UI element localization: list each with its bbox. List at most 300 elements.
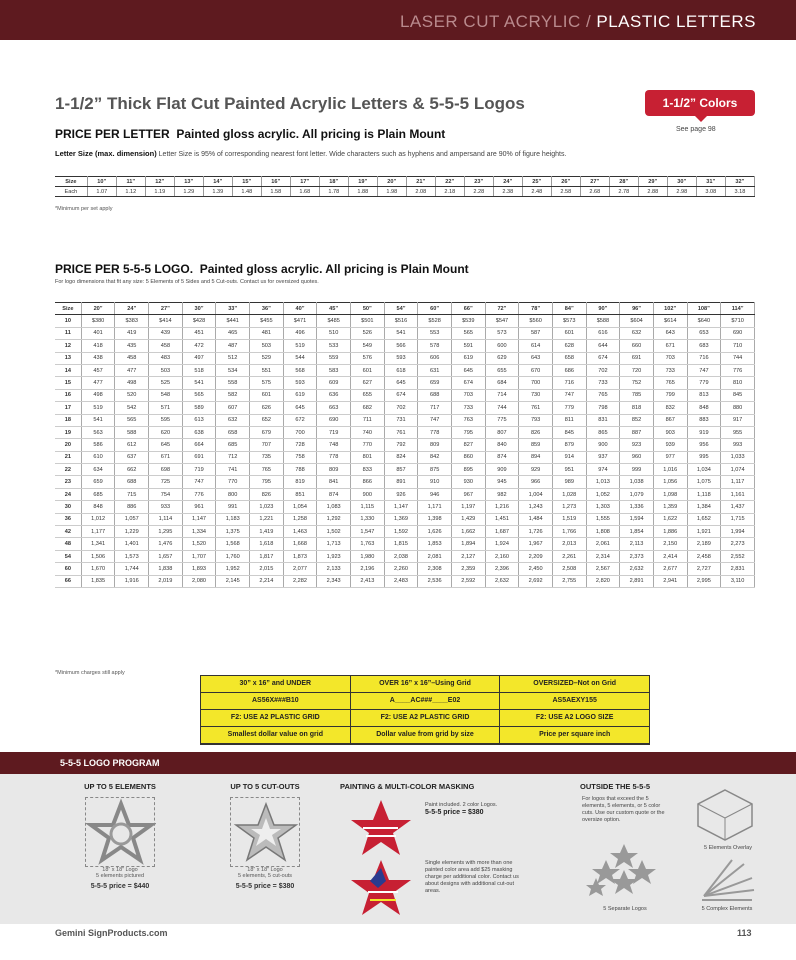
- table-cell: $380: [81, 315, 115, 327]
- table-row: [55, 526, 755, 538]
- table-cell: 1,760: [216, 550, 250, 562]
- table-cell: 419: [115, 327, 149, 339]
- table-cell: 833: [351, 464, 385, 476]
- table-cell: 848: [81, 501, 115, 513]
- sku-cell: OVER 16” x 16”–Using Grid: [351, 676, 501, 692]
- table-cell: 795: [451, 426, 485, 438]
- table-header-cell: 114”: [721, 303, 755, 315]
- table-row: [55, 439, 755, 451]
- table-cell: 498: [115, 377, 149, 389]
- table-cell: 1,216: [485, 501, 519, 513]
- table-cell: 664: [182, 439, 216, 451]
- table-row: [55, 377, 755, 389]
- table-header-cell: 84”: [552, 303, 586, 315]
- table-cell: 418: [81, 340, 115, 352]
- table-cell: 1,484: [519, 513, 553, 525]
- table-cell: $414: [149, 315, 183, 327]
- table-cell: 818: [620, 402, 654, 414]
- table-cell: 763: [451, 414, 485, 426]
- table-cell: 1,994: [721, 526, 755, 538]
- red-star-icon: [348, 798, 414, 858]
- table-cell: 1,330: [351, 513, 385, 525]
- table-cell: 1,083: [317, 501, 351, 513]
- table-cell: 1,147: [384, 501, 418, 513]
- table-cell: 1,384: [687, 501, 721, 513]
- table-cell: 2,061: [586, 538, 620, 550]
- table-cell: 761: [384, 426, 418, 438]
- table-header-cell: 23”: [464, 177, 493, 187]
- table-header-cell: 30”: [667, 177, 696, 187]
- table-cell: 525: [149, 377, 183, 389]
- table-cell: 1,519: [552, 513, 586, 525]
- table-cell: 731: [384, 414, 418, 426]
- table-cell: 740: [351, 426, 385, 438]
- table-cell: 660: [620, 340, 654, 352]
- table-cell: 991: [216, 501, 250, 513]
- table-cell: 2,373: [620, 550, 654, 562]
- table-cell: 658: [552, 352, 586, 364]
- logo-note: For logo dimensions that fit any size: 5 Elements of 5 Sides and 5 Cut-outs. Contact us for oversized quotes.: [55, 279, 319, 285]
- table-cell: 792: [384, 439, 418, 451]
- table-cell: 831: [586, 414, 620, 426]
- table-header-cell: 13”: [174, 177, 203, 187]
- table-cell: 1,817: [250, 550, 284, 562]
- table-cell: 565: [451, 327, 485, 339]
- table-cell: $604: [620, 315, 654, 327]
- cutouts-column: UP TO 5 CUT-OUTS 18” x 18” Logo 5 elements, 5 cut-outs 5-5-5 price = $380: [230, 782, 300, 890]
- table-cell: 778: [317, 451, 351, 463]
- table-cell: 518: [182, 364, 216, 376]
- table-cell: 1,161: [721, 488, 755, 500]
- table-cell: 619: [451, 352, 485, 364]
- table-cell: 1,336: [620, 501, 654, 513]
- table-cell: 609: [317, 377, 351, 389]
- table-cell: 691: [620, 352, 654, 364]
- table-cell: 752: [620, 377, 654, 389]
- table-cell: 894: [519, 451, 553, 463]
- table-cell: 937: [586, 451, 620, 463]
- table-cell: 827: [451, 439, 485, 451]
- table-header-cell: 26”: [551, 177, 580, 187]
- sku-row: [201, 727, 649, 744]
- table-cell: 563: [81, 426, 115, 438]
- colors-badge[interactable]: 1-1/2” Colors: [645, 90, 755, 116]
- table-header-cell: Size: [55, 177, 87, 187]
- table-cell: 974: [586, 464, 620, 476]
- table-cell: 451: [182, 327, 216, 339]
- table-header-cell: 33”: [216, 303, 250, 315]
- table-header-cell: 15”: [232, 177, 261, 187]
- table-cell: 2,214: [250, 575, 284, 587]
- table-cell: 891: [384, 476, 418, 488]
- table-cell: 1,451: [485, 513, 519, 525]
- table-cell: 909: [485, 464, 519, 476]
- table-cell: 951: [552, 464, 586, 476]
- table-cell: 809: [317, 464, 351, 476]
- sku-cell: F2: USE A2 PLASTIC GRID: [201, 710, 351, 726]
- table-cell: 2,273: [721, 538, 755, 550]
- painting-text-1: Paint included. 2 color Logos. 5-5-5 price = $380: [425, 802, 498, 816]
- table-cell: 1,854: [620, 526, 654, 538]
- table-cell: 568: [283, 364, 317, 376]
- table-cell: 776: [721, 364, 755, 376]
- table-header-cell: 72”: [485, 303, 519, 315]
- star-outline-icon: [86, 798, 156, 868]
- table-cell: $501: [351, 315, 385, 327]
- table-cell: 923: [620, 439, 654, 451]
- table-cell: 1,056: [653, 476, 687, 488]
- table-cell: 716: [687, 352, 721, 364]
- table-cell: 2,831: [721, 563, 755, 575]
- table-cell: $547: [485, 315, 519, 327]
- table-cell: 636: [317, 389, 351, 401]
- table-header-cell: 96”: [620, 303, 654, 315]
- table-cell: 798: [586, 402, 620, 414]
- table-cell: 1.98: [377, 187, 406, 197]
- table-cell: 866: [351, 476, 385, 488]
- sku-cell: F2: USE A2 LOGO SIZE: [535, 714, 614, 721]
- footer-site[interactable]: Gemini SignProducts.com: [55, 928, 168, 938]
- table-cell: 1,573: [115, 550, 149, 562]
- table-cell: 553: [418, 327, 452, 339]
- table-cell: 662: [115, 464, 149, 476]
- table-cell: 1,853: [418, 538, 452, 550]
- table-cell: 933: [149, 501, 183, 513]
- table-header-cell: 16”: [261, 177, 290, 187]
- table-cell: 66: [55, 575, 81, 587]
- cube-icon: [690, 786, 760, 841]
- table-cell: 1,594: [620, 513, 654, 525]
- table-cell: 2,632: [620, 563, 654, 575]
- table-cell: 503: [149, 364, 183, 376]
- table-header-cell: 27”: [580, 177, 609, 187]
- table-cell: 1,292: [317, 513, 351, 525]
- table-cell: 619: [283, 389, 317, 401]
- table-cell: 10: [55, 315, 81, 327]
- table-cell: 520: [115, 389, 149, 401]
- table-cell: 1,894: [451, 538, 485, 550]
- table-cell: 1,183: [216, 513, 250, 525]
- table-cell: 435: [115, 340, 149, 352]
- table-cell: 1,054: [283, 501, 317, 513]
- table-cell: 1,547: [351, 526, 385, 538]
- table-cell: 1.88: [348, 187, 377, 197]
- table-cell: 702: [586, 364, 620, 376]
- table-cell: 1,916: [115, 575, 149, 587]
- table-cell: 910: [418, 476, 452, 488]
- table-cell: 1,618: [250, 538, 284, 550]
- table-cell: 438: [81, 352, 115, 364]
- table-cell: 549: [351, 340, 385, 352]
- table-cell: 1,419: [250, 526, 284, 538]
- table-header-cell: 54”: [384, 303, 418, 315]
- table-row: [55, 389, 755, 401]
- table-cell: 711: [351, 414, 385, 426]
- table-cell: 717: [418, 402, 452, 414]
- table-cell: 541: [384, 327, 418, 339]
- table-cell: 618: [384, 364, 418, 376]
- table-cell: 510: [317, 327, 351, 339]
- table-cell: 671: [149, 451, 183, 463]
- table-cell: 2,458: [687, 550, 721, 562]
- cutouts-logo-image: [230, 797, 300, 867]
- table-cell: 842: [418, 451, 452, 463]
- table-row: [55, 187, 755, 197]
- table-cell: 741: [216, 464, 250, 476]
- table-cell: 720: [620, 364, 654, 376]
- table-cell: 439: [149, 327, 183, 339]
- outline-column: OUTSIDE THE 5-5-5: [580, 782, 651, 791]
- table-cell: 1,668: [283, 538, 317, 550]
- table-cell: 1,034: [687, 464, 721, 476]
- table-cell: 497: [182, 352, 216, 364]
- table-cell: 2,552: [721, 550, 755, 562]
- table-cell: 571: [149, 402, 183, 414]
- table-cell: 1,098: [653, 488, 687, 500]
- table-header-cell: 90”: [586, 303, 620, 315]
- sku-cell: A____AC###____E02: [351, 693, 501, 709]
- table-cell: 2,343: [317, 575, 351, 587]
- table-cell: 671: [653, 340, 687, 352]
- top-banner: [0, 0, 796, 40]
- table-cell: 2,632: [485, 575, 519, 587]
- table-cell: 610: [81, 451, 115, 463]
- table-cell: 1,763: [351, 538, 385, 550]
- table-cell: 472: [182, 340, 216, 352]
- table-cell: 2,755: [552, 575, 586, 587]
- table-header-cell: 10”: [87, 177, 116, 187]
- outline-label-a: 5 Elements Overlay: [704, 845, 752, 851]
- table-cell: 956: [687, 439, 721, 451]
- table-cell: 733: [451, 402, 485, 414]
- table-cell: $471: [283, 315, 317, 327]
- table-cell: 778: [418, 426, 452, 438]
- table-header-cell: 24”: [115, 303, 149, 315]
- table-cell: 714: [485, 389, 519, 401]
- table-cell: 1,437: [721, 501, 755, 513]
- table-cell: 1.78: [319, 187, 348, 197]
- table-cell: 793: [519, 414, 553, 426]
- table-cell: 2,260: [384, 563, 418, 575]
- table-cell: 1,506: [81, 550, 115, 562]
- table-cell: 632: [216, 414, 250, 426]
- table-cell: 688: [418, 389, 452, 401]
- page-title: 1-1/2” Thick Flat Cut Painted Acrylic Letters & 5-5-5 Logos: [55, 94, 525, 113]
- table-cell: 955: [721, 426, 755, 438]
- sku-row: [201, 693, 649, 710]
- table-cell: 702: [384, 402, 418, 414]
- table-cell: 748: [317, 439, 351, 451]
- table-header-cell: 108”: [687, 303, 721, 315]
- logo-footnote: *Minimum charges still apply: [55, 670, 125, 676]
- table-cell: 2,692: [519, 575, 553, 587]
- table-cell: 1,012: [81, 513, 115, 525]
- table-cell: 795: [250, 476, 284, 488]
- sku-guide-box: [200, 675, 650, 745]
- table-cell: 613: [182, 414, 216, 426]
- table-cell: 11: [55, 327, 81, 339]
- table-cell: 682: [351, 402, 385, 414]
- table-cell: 733: [586, 377, 620, 389]
- letter-footnote: *Minimum per set apply: [55, 206, 113, 212]
- table-cell: 707: [250, 439, 284, 451]
- table-cell: 712: [216, 451, 250, 463]
- table-cell: 2,013: [552, 538, 586, 550]
- sku-cell: AS5AEXY155: [552, 697, 597, 704]
- table-cell: 638: [182, 426, 216, 438]
- table-cell: 544: [283, 352, 317, 364]
- table-cell: 710: [721, 340, 755, 352]
- table-cell: 2,413: [351, 575, 385, 587]
- table-cell: 785: [620, 389, 654, 401]
- table-cell: 810: [721, 377, 755, 389]
- table-cell: 1.19: [145, 187, 174, 197]
- table-cell: 685: [216, 439, 250, 451]
- table-cell: 1,074: [721, 464, 755, 476]
- table-cell: 2.68: [580, 187, 609, 197]
- table-cell: $539: [451, 315, 485, 327]
- logo-price-heading: PRICE PER 5-5-5 LOGO. Painted gloss acrylic. All pricing is Plain Mount: [55, 262, 469, 276]
- table-cell: 886: [115, 501, 149, 513]
- table-cell: 3.18: [725, 187, 754, 197]
- table-cell: 548: [149, 389, 183, 401]
- table-cell: 1.39: [203, 187, 232, 197]
- table-cell: 716: [552, 377, 586, 389]
- program-bar: 5-5-5 LOGO PROGRAM: [0, 752, 796, 774]
- table-cell: 3.08: [696, 187, 725, 197]
- table-cell: 700: [283, 426, 317, 438]
- table-cell: 2,727: [687, 563, 721, 575]
- table-cell: 765: [653, 377, 687, 389]
- table-cell: 601: [250, 389, 284, 401]
- table-header-cell: 12”: [145, 177, 174, 187]
- table-header-cell: 20”: [81, 303, 115, 315]
- table-cell: 754: [149, 488, 183, 500]
- table-cell: 643: [519, 352, 553, 364]
- table-cell: 851: [283, 488, 317, 500]
- table-header-cell: 14”: [203, 177, 232, 187]
- table-cell: 747: [418, 414, 452, 426]
- table-row: [55, 575, 755, 587]
- table-cell: 659: [81, 476, 115, 488]
- table-cell: 895: [451, 464, 485, 476]
- table-cell: 867: [653, 414, 687, 426]
- table-cell: $614: [653, 315, 687, 327]
- table-cell: 1,967: [519, 538, 553, 550]
- table-header-cell: 24”: [493, 177, 522, 187]
- table-cell: 747: [182, 476, 216, 488]
- table-cell: 2,127: [451, 550, 485, 562]
- flag-star-icon: [348, 858, 414, 918]
- table-cell: 643: [653, 327, 687, 339]
- table-cell: 1.48: [232, 187, 261, 197]
- table-cell: 1.07: [87, 187, 116, 197]
- table-cell: 481: [250, 327, 284, 339]
- table-cell: 653: [687, 327, 721, 339]
- table-cell: 686: [552, 364, 586, 376]
- table-cell: 879: [552, 439, 586, 451]
- table-cell: 15: [55, 377, 81, 389]
- table-cell: 977: [653, 451, 687, 463]
- table-cell: 2,113: [620, 538, 654, 550]
- table-cell: 589: [182, 402, 216, 414]
- table-cell: 2.78: [609, 187, 638, 197]
- table-cell: 601: [351, 364, 385, 376]
- sku-cell: Price per square inch: [539, 731, 611, 738]
- table-cell: 655: [485, 364, 519, 376]
- table-cell: 1,886: [653, 526, 687, 538]
- table-header-cell: 25”: [522, 177, 551, 187]
- table-header-cell: 11”: [116, 177, 145, 187]
- table-cell: 2,038: [384, 550, 418, 562]
- table-row: [55, 451, 755, 463]
- table-row: [55, 402, 755, 414]
- table-cell: 645: [451, 364, 485, 376]
- table-cell: 1,028: [552, 488, 586, 500]
- table-row: [55, 513, 755, 525]
- table-cell: 601: [552, 327, 586, 339]
- table-cell: 578: [418, 340, 452, 352]
- table-cell: 60: [55, 563, 81, 575]
- table-cell: 1,744: [115, 563, 149, 575]
- table-cell: 541: [182, 377, 216, 389]
- table-cell: 1,502: [317, 526, 351, 538]
- table-cell: 2,820: [586, 575, 620, 587]
- table-cell: 645: [283, 402, 317, 414]
- table-header-cell: 40”: [283, 303, 317, 315]
- table-cell: 1,369: [384, 513, 418, 525]
- table-header-row: [55, 303, 755, 315]
- table-cell: 19: [55, 426, 81, 438]
- table-cell: 593: [283, 377, 317, 389]
- table-cell: 719: [182, 464, 216, 476]
- table-cell: 1,568: [216, 538, 250, 550]
- table-cell: 1,303: [586, 501, 620, 513]
- table-cell: 715: [115, 488, 149, 500]
- table-cell: 1.12: [116, 187, 145, 197]
- table-cell: $455: [250, 315, 284, 327]
- table-cell: 644: [586, 340, 620, 352]
- table-cell: 2.58: [551, 187, 580, 197]
- table-cell: 674: [451, 377, 485, 389]
- table-cell: 698: [149, 464, 183, 476]
- table-cell: 607: [216, 402, 250, 414]
- table-cell: 1,359: [653, 501, 687, 513]
- table-cell: 1,295: [149, 526, 183, 538]
- table-cell: 626: [250, 402, 284, 414]
- table-cell: 2.28: [464, 187, 493, 197]
- table-cell: 1,893: [182, 563, 216, 575]
- table-cell: 401: [81, 327, 115, 339]
- table-cell: 1,197: [451, 501, 485, 513]
- table-header-cell: 20”: [377, 177, 406, 187]
- table-cell: 2,941: [653, 575, 687, 587]
- table-cell: 993: [721, 439, 755, 451]
- table-cell: 1,815: [384, 538, 418, 550]
- table-cell: 22: [55, 464, 81, 476]
- table-cell: 799: [653, 389, 687, 401]
- table-header-cell: 30”: [182, 303, 216, 315]
- table-cell: 637: [115, 451, 149, 463]
- table-cell: 595: [149, 414, 183, 426]
- table-cell: 1,476: [149, 538, 183, 550]
- table-cell: 961: [182, 501, 216, 513]
- table-cell: 674: [384, 389, 418, 401]
- table-header-cell: 31”: [696, 177, 725, 187]
- table-cell: 684: [485, 377, 519, 389]
- table-cell: 845: [721, 389, 755, 401]
- table-cell: 788: [283, 464, 317, 476]
